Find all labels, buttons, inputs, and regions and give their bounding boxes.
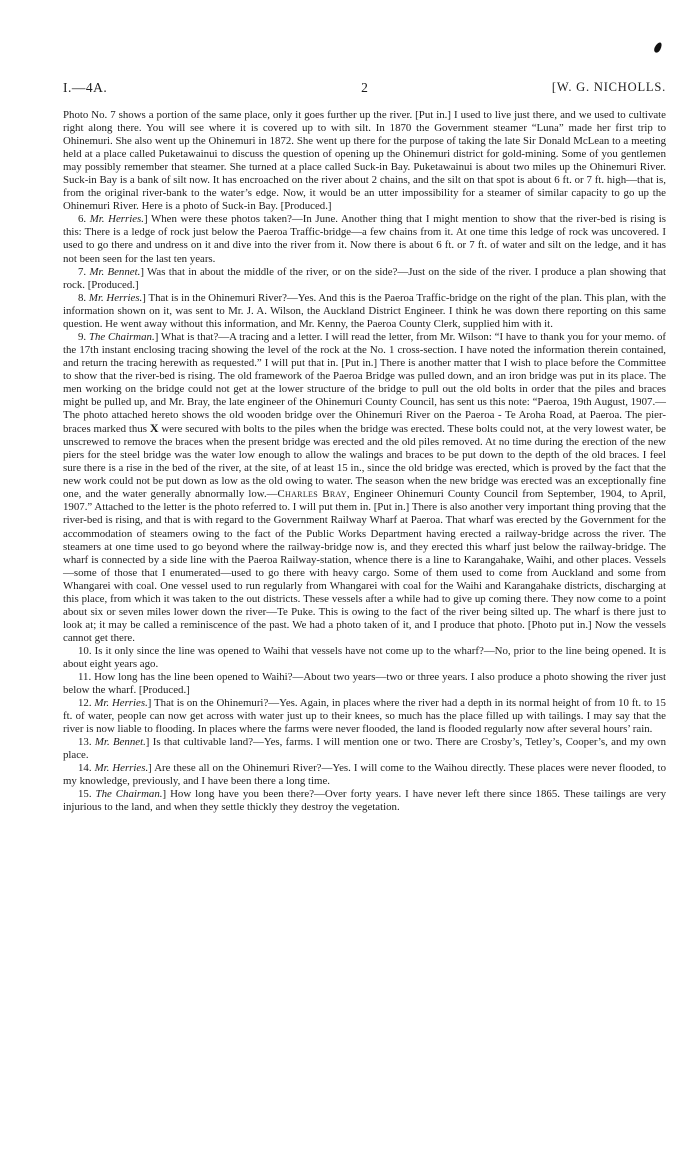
signature-name: Charles Bray bbox=[277, 488, 347, 501]
question-number: 11. bbox=[78, 671, 92, 684]
speaker-name: Mr. Herries. bbox=[89, 213, 144, 226]
paragraph-9: 9. The Chairman.] What is that?—A tracing and a letter. I will read the letter, from Mr. Wilson: “I have to thank you for your memo. of the 17th instant enclosing tracing showing the level of the rock at the No. 1 cross-section. I have noted the information therein contained, and return the tracing herewith as requested.” I will put that in. [Put in.] There is another matter that I wish to place before the Committee to show that the river-bed is rising. The old framework of the Paeroa Bridge was pulled down, and an iron bridge was put in its place. The men working on the bridge could not get at the lower structure of the bridge to pull out the old bolts in order that the piles and braces might be pulled up, and Mr. Bray, the late engineer of the Ohinemuri County Council, has sent us this note: “Paeroa, 19th August, 1907.—The photo attached hereto shows the old wooden bridge over the Ohinemuri River on the Paeroa - Te Aroha Road, at Paeroa. The pier-braces marked thus X were secured with bolts to the piles when the bridge was erected. These bolts could not, at the very lowest water, be unscrewed to remove the braces when the present bridge was erected and the old piles removed. At no time during the erection of the new piers for the steel bridge was the water low enough to allow the walings and braces to be put down to the depth of the old braces. I feel sure there is a rise in the bed of the river, at the site, of at least 15 in., since the old bridge was erected, which is proved by the fact that the new work could not be put down as low as the old owing to water. The season when the new bridge was erected was an exceptionally fine one, and the water generally abnormally low.—Charles Bray, Engineer Ohinemuri County Council from September, 1904, to April, 1907.” Attached to the letter is the photo referred to. I will put them in. [Put in.] There is also another very important thing proving that the river-bed is rising, and that is with regard to the Government Railway Wharf at Paeroa. That wharf was erected by the Government for the accommodation of steamers owing to the fact of the Public Works Department having erected a railway-bridge across the river. The steamers at one time used to go beyond where the railway-bridge now is, and they erected this wharf just below the railway-bridge. The wharf is connected by a side line with the Paeroa Railway-station, whence there is a line to Karangahake, Waihi, and other places. Vessels—some of those that I enumerated—used to go there with heavy cargo. Some of them used to come from Auckland and some from Whangarei with coal. One vessel used to run regularly from Whangarei with coal for the Waihi and Karangahake districts, discharging at this place, from which it was taken to the out districts. These vessels after a while had to give up coming there. They now come to a point about six or seven miles lower down the river—Te Puke. This is owing to the fact of the river being silted up. The wharf is there just to look at; it may be called a reminiscence of the past. We had a photo taken of it, and I produce that photo. [Photo put in.] Now the vessels cannot get there. bbox=[63, 330, 667, 644]
witness-name: [W. G. NICHOLLS. bbox=[551, 80, 666, 94]
question-number: 7. bbox=[78, 265, 87, 278]
paragraph-10: 10. Is it only since the line was opened to Waihi that vessels have not come up to the wharf?—No, prior to the line being opened. It is about eight years ago. bbox=[63, 644, 666, 670]
speaker-name: Mr. Herries. bbox=[94, 697, 148, 710]
paragraph-14: 14. Mr. Herries.] Are these all on the Ohinemuri River?—Yes. I will come to the Waihou directly. These places were never flooded, to my knowledge, previously, and I have been there a long time. bbox=[63, 762, 666, 788]
paragraph-8: 8. Mr. Herries.] That is in the Ohinemuri River?—Yes. And this is the Paeroa Traffic-bridge on the right of the plan. This plan, with the information shown on it, was sent to Mr. J. A. Wilson, the Auckland District Engineer. I think he was down there reporting on this same question. He went away without this information, and Mr. Kenny, the Paeroa County Clerk, supplied him with it. bbox=[63, 291, 666, 330]
question-number: 14. bbox=[78, 762, 92, 775]
question-number: 6. bbox=[78, 213, 87, 226]
speaker-name: The Chairman. bbox=[88, 330, 155, 343]
ink-mark bbox=[653, 41, 663, 54]
question-number: 12. bbox=[78, 697, 92, 710]
question-number: 9. bbox=[78, 330, 87, 343]
page-number: 2 bbox=[361, 80, 368, 95]
question-number: 8. bbox=[78, 291, 87, 304]
question-number: 15. bbox=[78, 788, 92, 801]
question-number: 10. bbox=[78, 644, 92, 657]
cross-mark: X bbox=[149, 421, 159, 436]
paragraph-15: 15. The Chairman.] How long have you been there?—Over forty years. I have never left there since 1865. These tailings are very injurious to the land, and when they settle thickly they destroy the vegetation. bbox=[63, 788, 666, 814]
speaker-name: Mr. Bennet. bbox=[89, 265, 141, 278]
page-header bbox=[63, 80, 666, 102]
paragraph-7: 7. Mr. Bennet.] Was that in about the middle of the river, or on the side?—Just on the side of the river. I produce a plan showing that rock. [Produced.] bbox=[63, 265, 666, 291]
paragraph-intro: Photo No. 7 shows a portion of the same place, only it goes further up the river. [Put in.] I used to live just there, and we used to cultivate right along there. You will see where it is covered up to with silt. In 1870 the Government steamer “Luna” made her first trip to Ohinemuri. She also went up the Ohinemuri in 1872. She went up there for the purpose of taking the late Sir Donald McLean to a meeting held at a place called Puketawainui to discuss the question of opening up the Ohinemuri district for gold-mining. Some of you gentlemen may possibly remember that steamer. She turned at a place called Suck-in Bay. Puketawainui is about two miles up the Ohinemuri River. Suck-in Bay is a bank of silt now. It has encroached on the river about 2 chains, and the silt on that spot is about 6 ft. or 7 ft. high—that is, from the original river-bank to the water’s edge. Now, it would be an utter impossibility for a steamer of similar capacity to go up the Ohinemuri River. Here is a photo of Suck-in Bay. [Produced.] bbox=[63, 109, 666, 213]
paragraph-13: 13. Mr. Bennet.] Is that cultivable land?—Yes, farms. I will mention one or two. There are Crosby’s, Tetley’s, Cooper’s, and my own place. bbox=[63, 736, 666, 762]
question-number: 13. bbox=[78, 736, 92, 749]
speaker-name: The Chairman. bbox=[95, 788, 163, 801]
paragraph-12: 12. Mr. Herries.] That is on the Ohinemuri?—Yes. Again, in places where the river had a depth in its normal height of from 10 ft. to 15 ft. of water, people can now get across with water just up to their knees, so much has the place filled up with tailings. I may say that the river is now liable to flooding. In places where the farms were never flooded, the land is flooded regularly now after several hours’ rain. bbox=[63, 697, 666, 736]
speaker-name: Mr. Herries. bbox=[94, 762, 149, 775]
speaker-name: Mr. Bennet. bbox=[94, 736, 146, 749]
body-text bbox=[63, 109, 666, 815]
paper-reference: I.—4A. bbox=[63, 80, 108, 95]
speaker-name: Mr. Herries. bbox=[88, 291, 143, 304]
paragraph-11: 11. How long has the line been opened to Waihi?—About two years—two or three years. I also produce a photo showing the river just below the wharf. [Produced.] bbox=[63, 671, 666, 697]
paragraph-6: 6. Mr. Herries.] When were these photos taken?—In June. Another thing that I might mention to show that the river-bed is rising is this: There is a ledge of rock just below the Paeroa Traffic-bridge—a few chains from it. At one time this ledge of rock was uncovered. I used to go there and undress on it and dive into the river from it. Now there is about 6 ft. or 7 ft. of water and silt on the ledge, and it has not been seen for the last ten years. bbox=[63, 213, 666, 265]
